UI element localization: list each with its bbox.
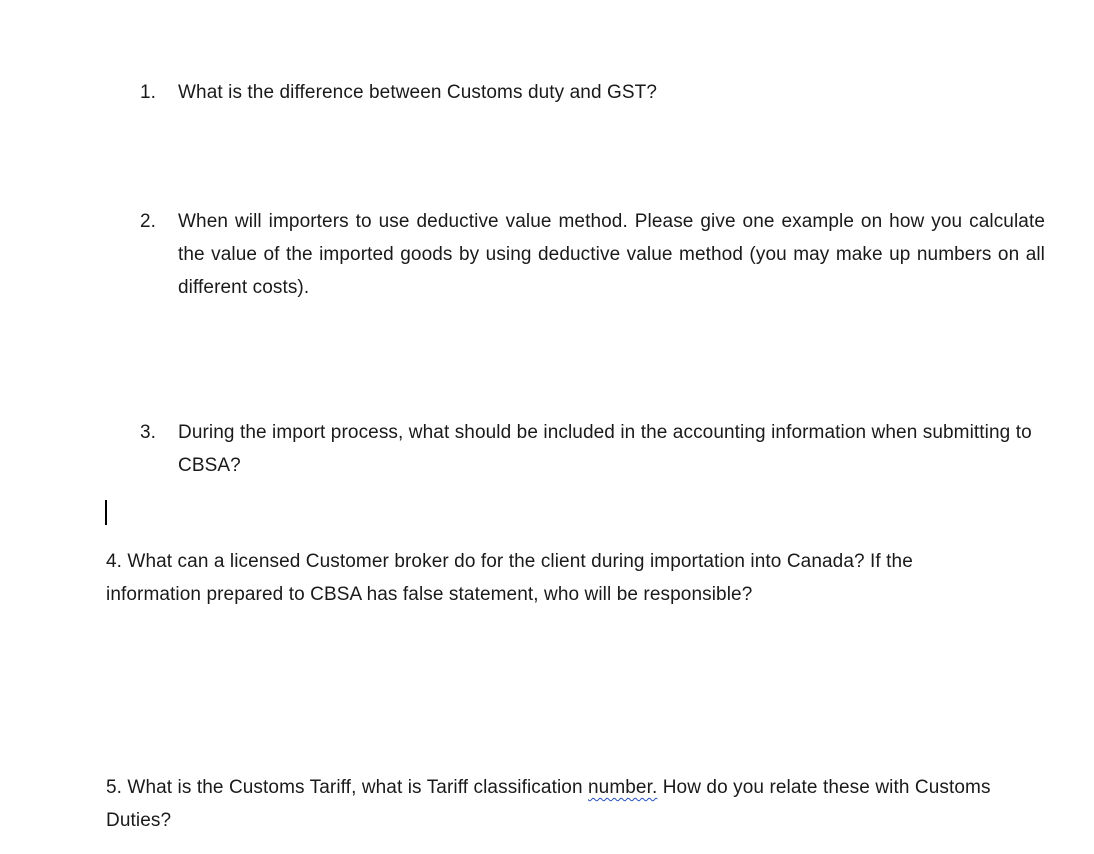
question-5-text-after: How do you relate these with Customs Duties?: [106, 777, 991, 831]
question-1-number: 1.: [140, 82, 157, 103]
question-3: [140, 416, 1045, 482]
spellcheck-flagged-word[interactable]: number.: [588, 777, 658, 798]
question-4-text: 4. What can a licensed Customer broker do for the client during importation into Canada? If the information prepared to CBSA has false statement, who will be responsible?: [106, 551, 913, 605]
question-2: [140, 205, 1045, 304]
question-4: [106, 545, 1006, 611]
question-3-number: 3.: [140, 422, 157, 443]
question-1: [140, 76, 1045, 109]
question-2-number: 2.: [140, 211, 157, 232]
question-1-text: What is the difference between Customs duty and GST?: [178, 82, 658, 103]
question-3-text: During the import process, what should be included in the accounting information when submitting to CBSA?: [178, 422, 1032, 476]
question-5: [106, 771, 1006, 837]
question-2-text: When will importers to use deductive value method. Please give one example on how you calculate the value of the imported goods by using deductive value method (you may make up numbers on all different costs).: [178, 211, 1045, 298]
text-cursor: [105, 500, 107, 525]
question-5-text-before: 5. What is the Customs Tariff, what is Tariff classification: [106, 777, 588, 798]
